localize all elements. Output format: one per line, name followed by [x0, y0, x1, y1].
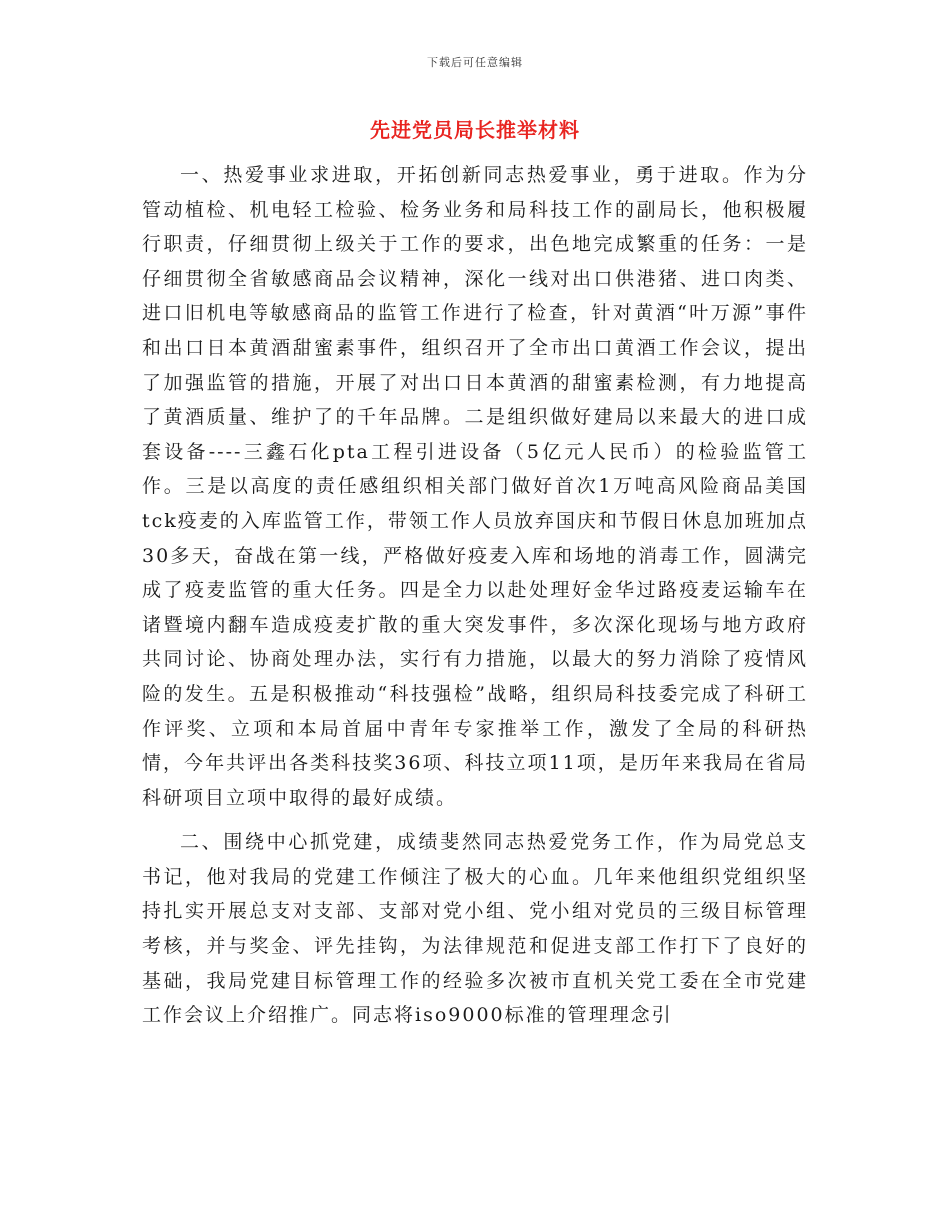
- document-body: [142, 158, 808, 1033]
- document-title: 先进党员局长推举材料: [370, 118, 580, 142]
- paragraph-2: 二、围绕中心抓党建，成绩斐然同志热爱党务工作，作为局党总支书记，他对我局的党建工作倾注了极大的心血。几年来他组织党组织坚持扎实开展总支对支部、支部对党小组、党小组对党员的三级目标管理考核，并与奖金、评先挂钩，为法律规范和促进支部工作打下了良好的基础，我局党建目标管理工作的经验多次被市直机关党工委在全市党建工作会议上介绍推广。同志将iso9000标准的管理理念引: [142, 831, 808, 1027]
- header-note: 下载后可任意编辑: [427, 56, 523, 69]
- paragraph-1: 一、热爱事业求进取，开拓创新同志热爱事业，勇于进取。作为分管动植检、机电轻工检验、检务业务和局科技工作的副局长，他积极履行职责，仔细贯彻上级关于工作的要求，出色地完成繁重的任务：一是仔细贯彻全省敏感商品会议精神，深化一线对出口供港猪、进口肉类、进口旧机电等敏感商品的监管工作进行了检查，针对黄酒“叶万源”事件和出口日本黄酒甜蜜素事件，组织召开了全市出口黄酒工作会议，提出了加强监管的措施，开展了对出口日本黄酒的甜蜜素检测，有力地提高了黄酒质量、维护了的千年品牌。二是组织做好建局以来最大的进口成套设备----三鑫石化pta工程引进设备（5亿元人民币）的检验监管工作。三是以高度的责任感组织相关部门做好首次1万吨高风险商品美国tck疫麦的入库监管工作，带领工作人员放弃国庆和节假日休息加班加点30多天，奋战在第一线，严格做好疫麦入库和场地的消毒工作，圆满完成了疫麦监管的重大任务。四是全力以赴处理好金华过路疫麦运输车在诸暨境内翻车造成疫麦扩散的重大突发事件，多次深化现场与地方政府共同讨论、协商处理办法，实行有力措施，以最大的努力消除了疫情风险的发生。五是积极推动“科技强检”战略，组织局科技委完成了科研工作评奖、立项和本局首届中青年专家推举工作，激发了全局的科研热情，今年共评出各类科技奖36项、科技立项11项，是历年来我局在省局科研项目立项中取得的最好成绩。: [142, 164, 808, 809]
